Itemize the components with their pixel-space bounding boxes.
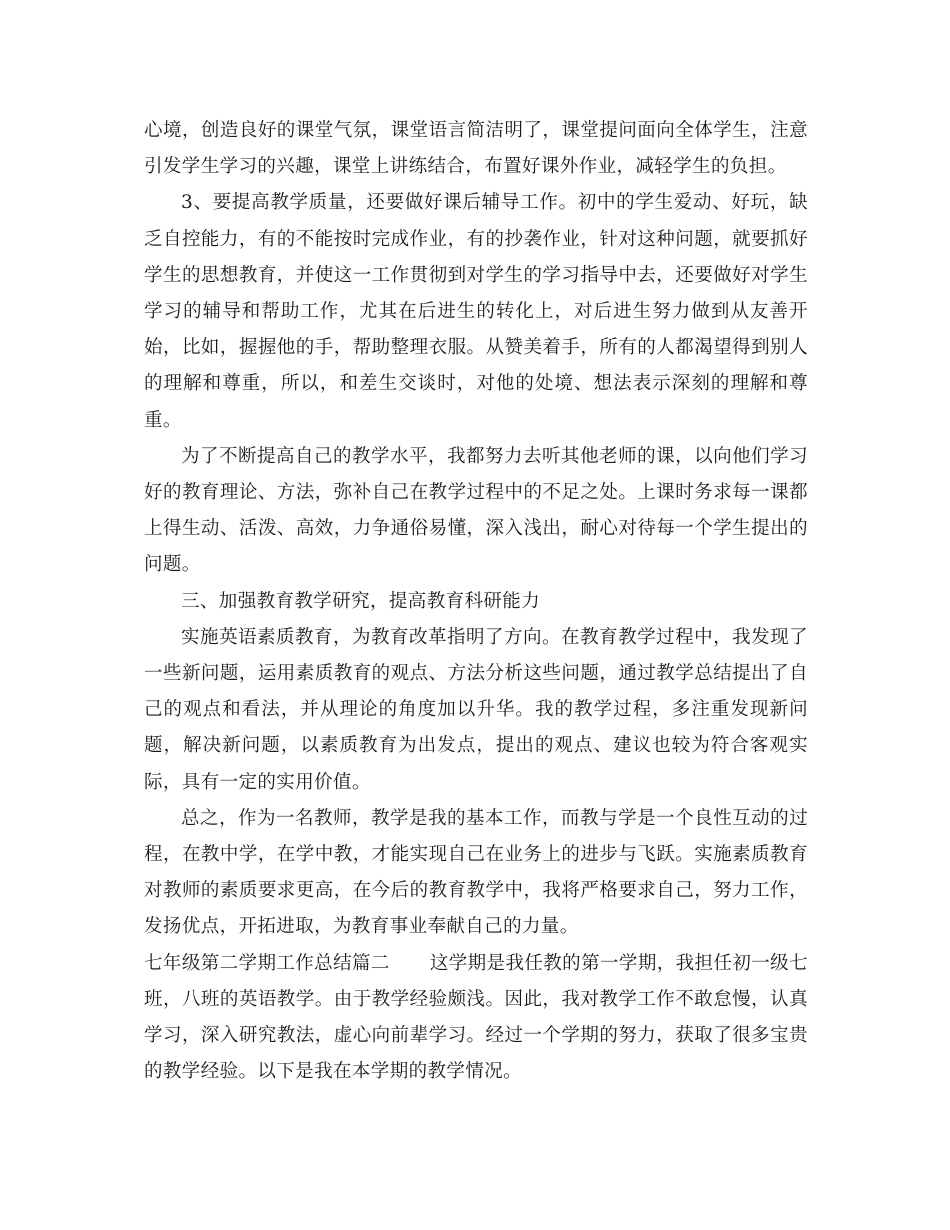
paragraph-3: 为了不断提高自己的教学水平，我都努力去听其他老师的课，以向他们学习好的教育理论、方法，弥补自己在教学过程中的不足之处。上课时务求每一课都上得生动、活泼、高效，力争通俗易懂，深入浅出，耐心对待每一个学生提出的问题。 [144, 445, 808, 576]
section-heading: 三、加强教育教学研究，提高教育科研能力 [181, 590, 541, 612]
article-title: 七年级第二学期工作总结篇二 [144, 952, 390, 974]
article-intro: 这学期是我任教的第一学期，我担任初一级七班，八班的英语教学。由于教学经验颇浅。因此，我对教学工作不敢怠慢，认真学习，深入研究教法，虚心向前辈学习。经过一个学期的努力，获取了很多宝贵的教学经验。以下是我在本学期的教学情况。 [144, 952, 808, 1083]
paragraph-1: 心境，创造良好的课堂气氛，课堂语言简洁明了，课堂提问面向全体学生，注意引发学生学习的兴趣，课堂上讲练结合，布置好课外作业，减轻学生的负担。 [144, 120, 808, 178]
paragraph-final [144, 946, 808, 1091]
paragraph-4: 实施英语素质教育，为教育改革指明了方向。在教育教学过程中，我发现了一些新问题，运用素质教育的观点、方法分析这些问题，通过教学总结提出了自己的观点和看法，并从理论的角度加以升华。我的教学过程，多注重发现新问题，解决新问题，以素质教育为出发点，提出的观点、建议也较为符合客观实际，具有一定的实用价值。 [144, 626, 808, 793]
paragraph-5: 总之，作为一名教师，教学是我的基本工作，而教与学是一个良性互动的过程，在教中学，在学中教，才能实现自己在业务上的进步与飞跃。实施素质教育对教师的素质要求更高，在今后的教育教学中，我将严格要求自己，努力工作，发扬优点，开拓进取，为教育事业奉献自己的力量。 [144, 807, 808, 938]
paragraph-2: 3、要提高教学质量，还要做好课后辅导工作。初中的学生爱动、好玩，缺乏自控能力，有的不能按时完成作业，有的抄袭作业，针对这种问题，就要抓好学生的思想教育，并使这一工作贯彻到对学生的学习指导中去，还要做好对学生学习的辅导和帮助工作，尤其在后进生的转化上，对后进生努力做到从友善开始，比如，握握他的手，帮助整理衣服。从赞美着手，所有的人都渴望得到别人的理解和尊重，所以，和差生交谈时，对他的处境、想法表示深刻的理解和尊重。 [144, 192, 808, 431]
document-body [144, 113, 808, 1090]
